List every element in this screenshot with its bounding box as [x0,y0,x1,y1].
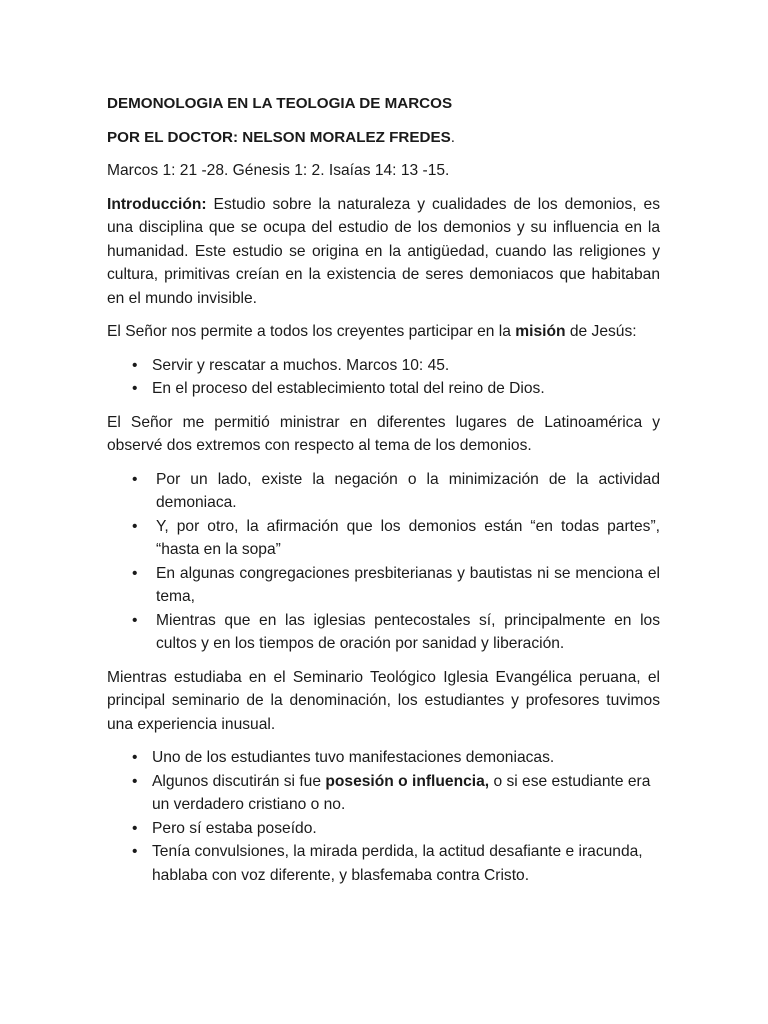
seminary-paragraph: Mientras estudiaba en el Seminario Teológico Iglesia Evangélica peruana, el principal seminario de la denominación, los estudiantes y profesores tuvimos una experiencia inusual. [107,668,660,733]
list-item: • Uno de los estudiantes tuvo manifestaciones demoniacas. [107,746,660,770]
bullet-icon: • [132,749,138,766]
bullet-icon: • [132,356,138,374]
list-item: • Mientras que en las iglesias pentecostales sí, principalmente en los cultos y en los tiempos de oración por sanidad y liberación. [107,609,660,656]
bullet-icon: • [132,380,138,397]
bullet-icon: • [132,470,138,488]
list-item: • Tenía convulsiones, la mirada perdida, la actitud desafiante e iracunda, hablaba con voz diferente, y blasfemaba contra Cristo. [107,840,660,887]
bullet-icon: • [132,564,138,582]
list-item: • Algunos discutirán si fue posesión o influencia, o si ese estudiante era un verdadero cristiano o no. [107,770,660,817]
extremes-list [107,468,660,656]
list-item: • Por un lado, existe la negación o la minimización de la actividad demoniaca. [107,468,660,515]
scripture-references: Marcos 1: 21 -28. Génesis 1: 2. Isaías 14: 13 -15. [107,162,450,179]
list-item: • Y, por otro, la afirmación que los demonios están “en todas partes”, “hasta en la sopa” [107,515,660,562]
mission-bold: misión [515,323,566,340]
introduction-paragraph [107,193,660,311]
author-line [107,126,660,150]
bullet-icon: • [132,843,138,860]
bullet-icon: • [132,611,138,629]
intro-text: Estudio sobre la naturaleza y cualidades de los demonios, es una disciplina que se ocupa del estudio de los demonios y su influencia en la humanidad. Este estudio se origina en la antigüedad, cuando las religiones y cultura, primitivas creían en la existencia de seres demoniacos que habitaban en el mundo invisible. [107,195,660,307]
mission-pre: El Señor nos permite a todos los creyentes participar en la [107,323,516,340]
bullet-icon: • [132,819,138,837]
mission-paragraph [107,320,660,344]
bullet-icon: • [132,772,138,790]
list-item: • En algunas congregaciones presbiterianas y bautistas ni se menciona el tema, [107,562,660,609]
bullet-icon: • [132,517,138,535]
author-name: POR EL DOCTOR: NELSON MORALEZ FREDES [107,128,451,146]
author-period: . [450,128,455,146]
experience-list [107,746,660,887]
list-item: • Servir y rescatar a muchos. Marcos 10: 45. [107,354,660,378]
document-title: DEMONOLOGIA EN LA TEOLOGIA DE MARCOS [107,95,453,112]
mission-post: de Jesús: [565,323,637,340]
ministry-paragraph: El Señor me permitió ministrar en diferentes lugares de Latinoamérica y observé dos extremos con respecto al tema de los demonios. [107,413,660,454]
intro-label: Introducción: [107,195,207,213]
mission-list [107,354,660,401]
list-item: • Pero sí estaba poseído. [107,817,660,841]
list-item: • En el proceso del establecimiento total del reino de Dios. [107,377,660,401]
